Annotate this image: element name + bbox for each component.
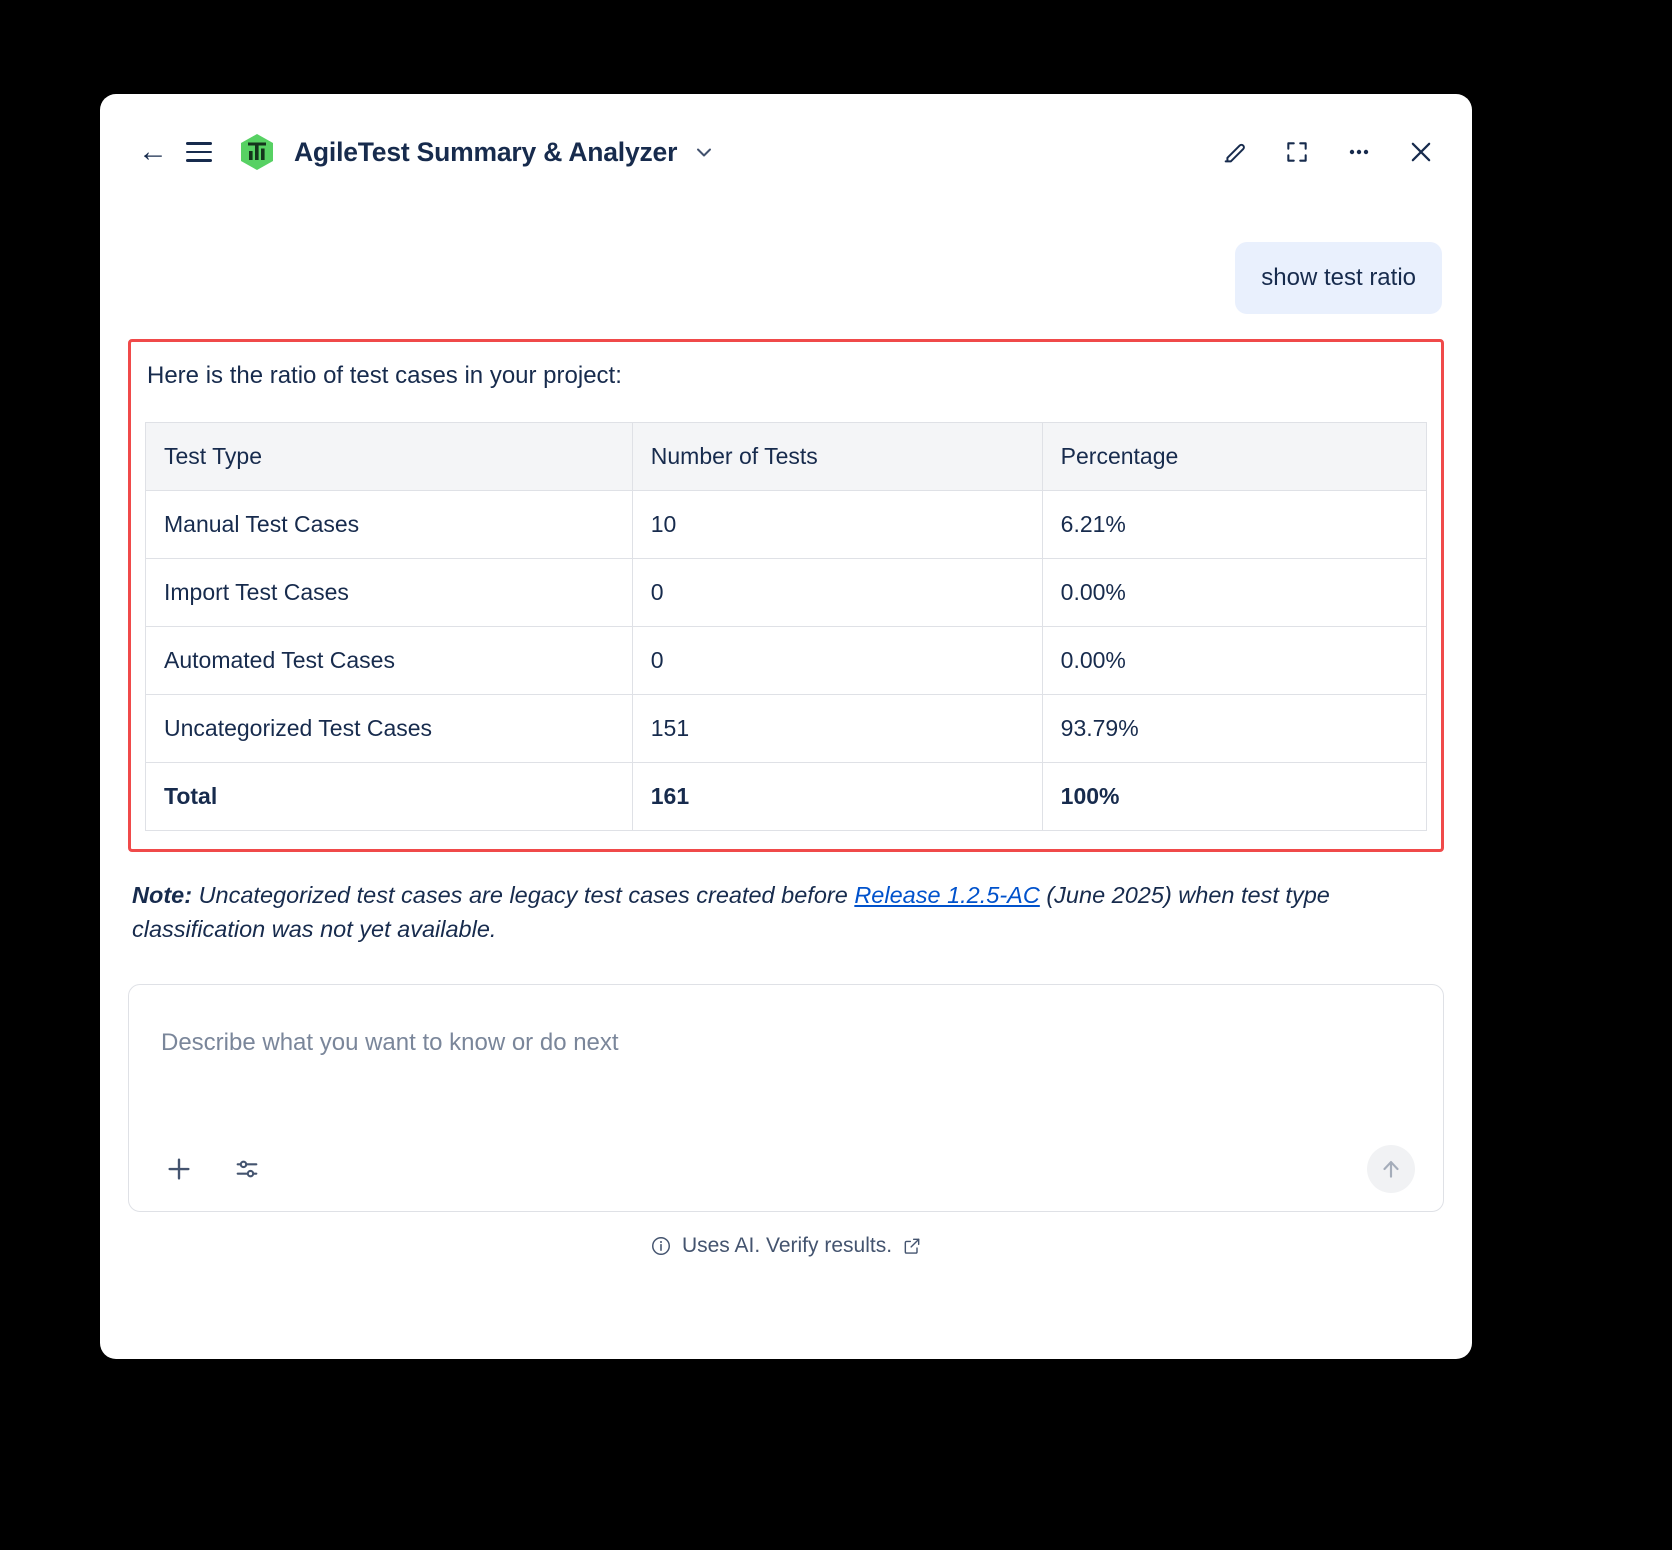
table-row <box>146 491 1427 559</box>
table-header-row <box>146 423 1427 491</box>
answer-intro-text: Here is the ratio of test cases in your project: <box>147 362 622 389</box>
header-actions <box>1212 129 1444 175</box>
edit-pencil-icon[interactable] <box>1212 129 1258 175</box>
close-icon[interactable] <box>1398 129 1444 175</box>
table-body <box>146 491 1427 831</box>
send-arrow-up-icon[interactable] <box>1367 1145 1415 1193</box>
cell-count: 0 <box>632 627 1042 695</box>
note-text <box>132 878 1440 946</box>
table-row <box>146 627 1427 695</box>
cell-test-type: Import Test Cases <box>146 559 633 627</box>
hamburger-glyph <box>186 142 212 162</box>
assistant-answer-block <box>128 339 1444 852</box>
table-row <box>146 559 1427 627</box>
cell-total-count: 161 <box>632 763 1042 831</box>
composer-tools <box>159 1149 267 1189</box>
note-label: Note: <box>132 882 193 908</box>
cell-count: 10 <box>632 491 1042 559</box>
plus-icon[interactable] <box>159 1149 199 1189</box>
agiletest-app-panel <box>100 94 1472 1359</box>
note-before-link: Uncategorized test cases are legacy test cases created before <box>192 882 855 908</box>
cell-count: 0 <box>632 559 1042 627</box>
column-header-number-of-tests: Number of Tests <box>632 423 1042 491</box>
back-arrow-glyph: ← <box>138 135 168 168</box>
back-arrow-icon[interactable] <box>130 129 176 175</box>
composer-placeholder: Describe what you want to know or do next <box>161 1029 619 1057</box>
cell-count: 151 <box>632 695 1042 763</box>
cell-percentage: 93.79% <box>1042 695 1426 763</box>
cell-percentage: 6.21% <box>1042 491 1426 559</box>
app-header <box>100 94 1472 210</box>
cell-total-percentage: 100% <box>1042 763 1426 831</box>
test-ratio-table <box>145 422 1427 831</box>
table-header <box>146 423 1427 491</box>
note-after-link: (June 2025) when test type classification was not yet available. <box>132 882 1330 943</box>
cell-test-type: Manual Test Cases <box>146 491 633 559</box>
sliders-icon[interactable] <box>227 1149 267 1189</box>
more-options-icon[interactable] <box>1336 129 1382 175</box>
cell-total-label: Total <box>146 763 633 831</box>
fullscreen-icon[interactable] <box>1274 129 1320 175</box>
agiletest-logo-icon <box>236 131 278 173</box>
hamburger-menu-icon[interactable] <box>176 129 222 175</box>
release-link[interactable]: Release 1.2.5-AC <box>854 882 1040 908</box>
external-link-icon[interactable] <box>902 1236 922 1256</box>
column-header-percentage: Percentage <box>1042 423 1426 491</box>
page-title: AgileTest Summary & Analyzer <box>294 136 678 167</box>
cell-test-type: Uncategorized Test Cases <box>146 695 633 763</box>
user-message-row <box>128 242 1444 314</box>
table-row-total <box>146 763 1427 831</box>
cell-percentage: 0.00% <box>1042 559 1426 627</box>
footer-text: Uses AI. Verify results. <box>681 1234 893 1258</box>
composer-box[interactable] <box>128 984 1444 1212</box>
cell-percentage: 0.00% <box>1042 627 1426 695</box>
column-header-test-type: Test Type <box>146 423 633 491</box>
table-row <box>146 695 1427 763</box>
cell-test-type: Automated Test Cases <box>146 627 633 695</box>
conversation-area <box>100 242 1472 946</box>
user-message-bubble: show test ratio <box>1235 242 1442 314</box>
footer-disclaimer <box>100 1234 1472 1258</box>
info-circle-icon <box>650 1235 672 1257</box>
chevron-down-icon[interactable] <box>693 141 715 163</box>
